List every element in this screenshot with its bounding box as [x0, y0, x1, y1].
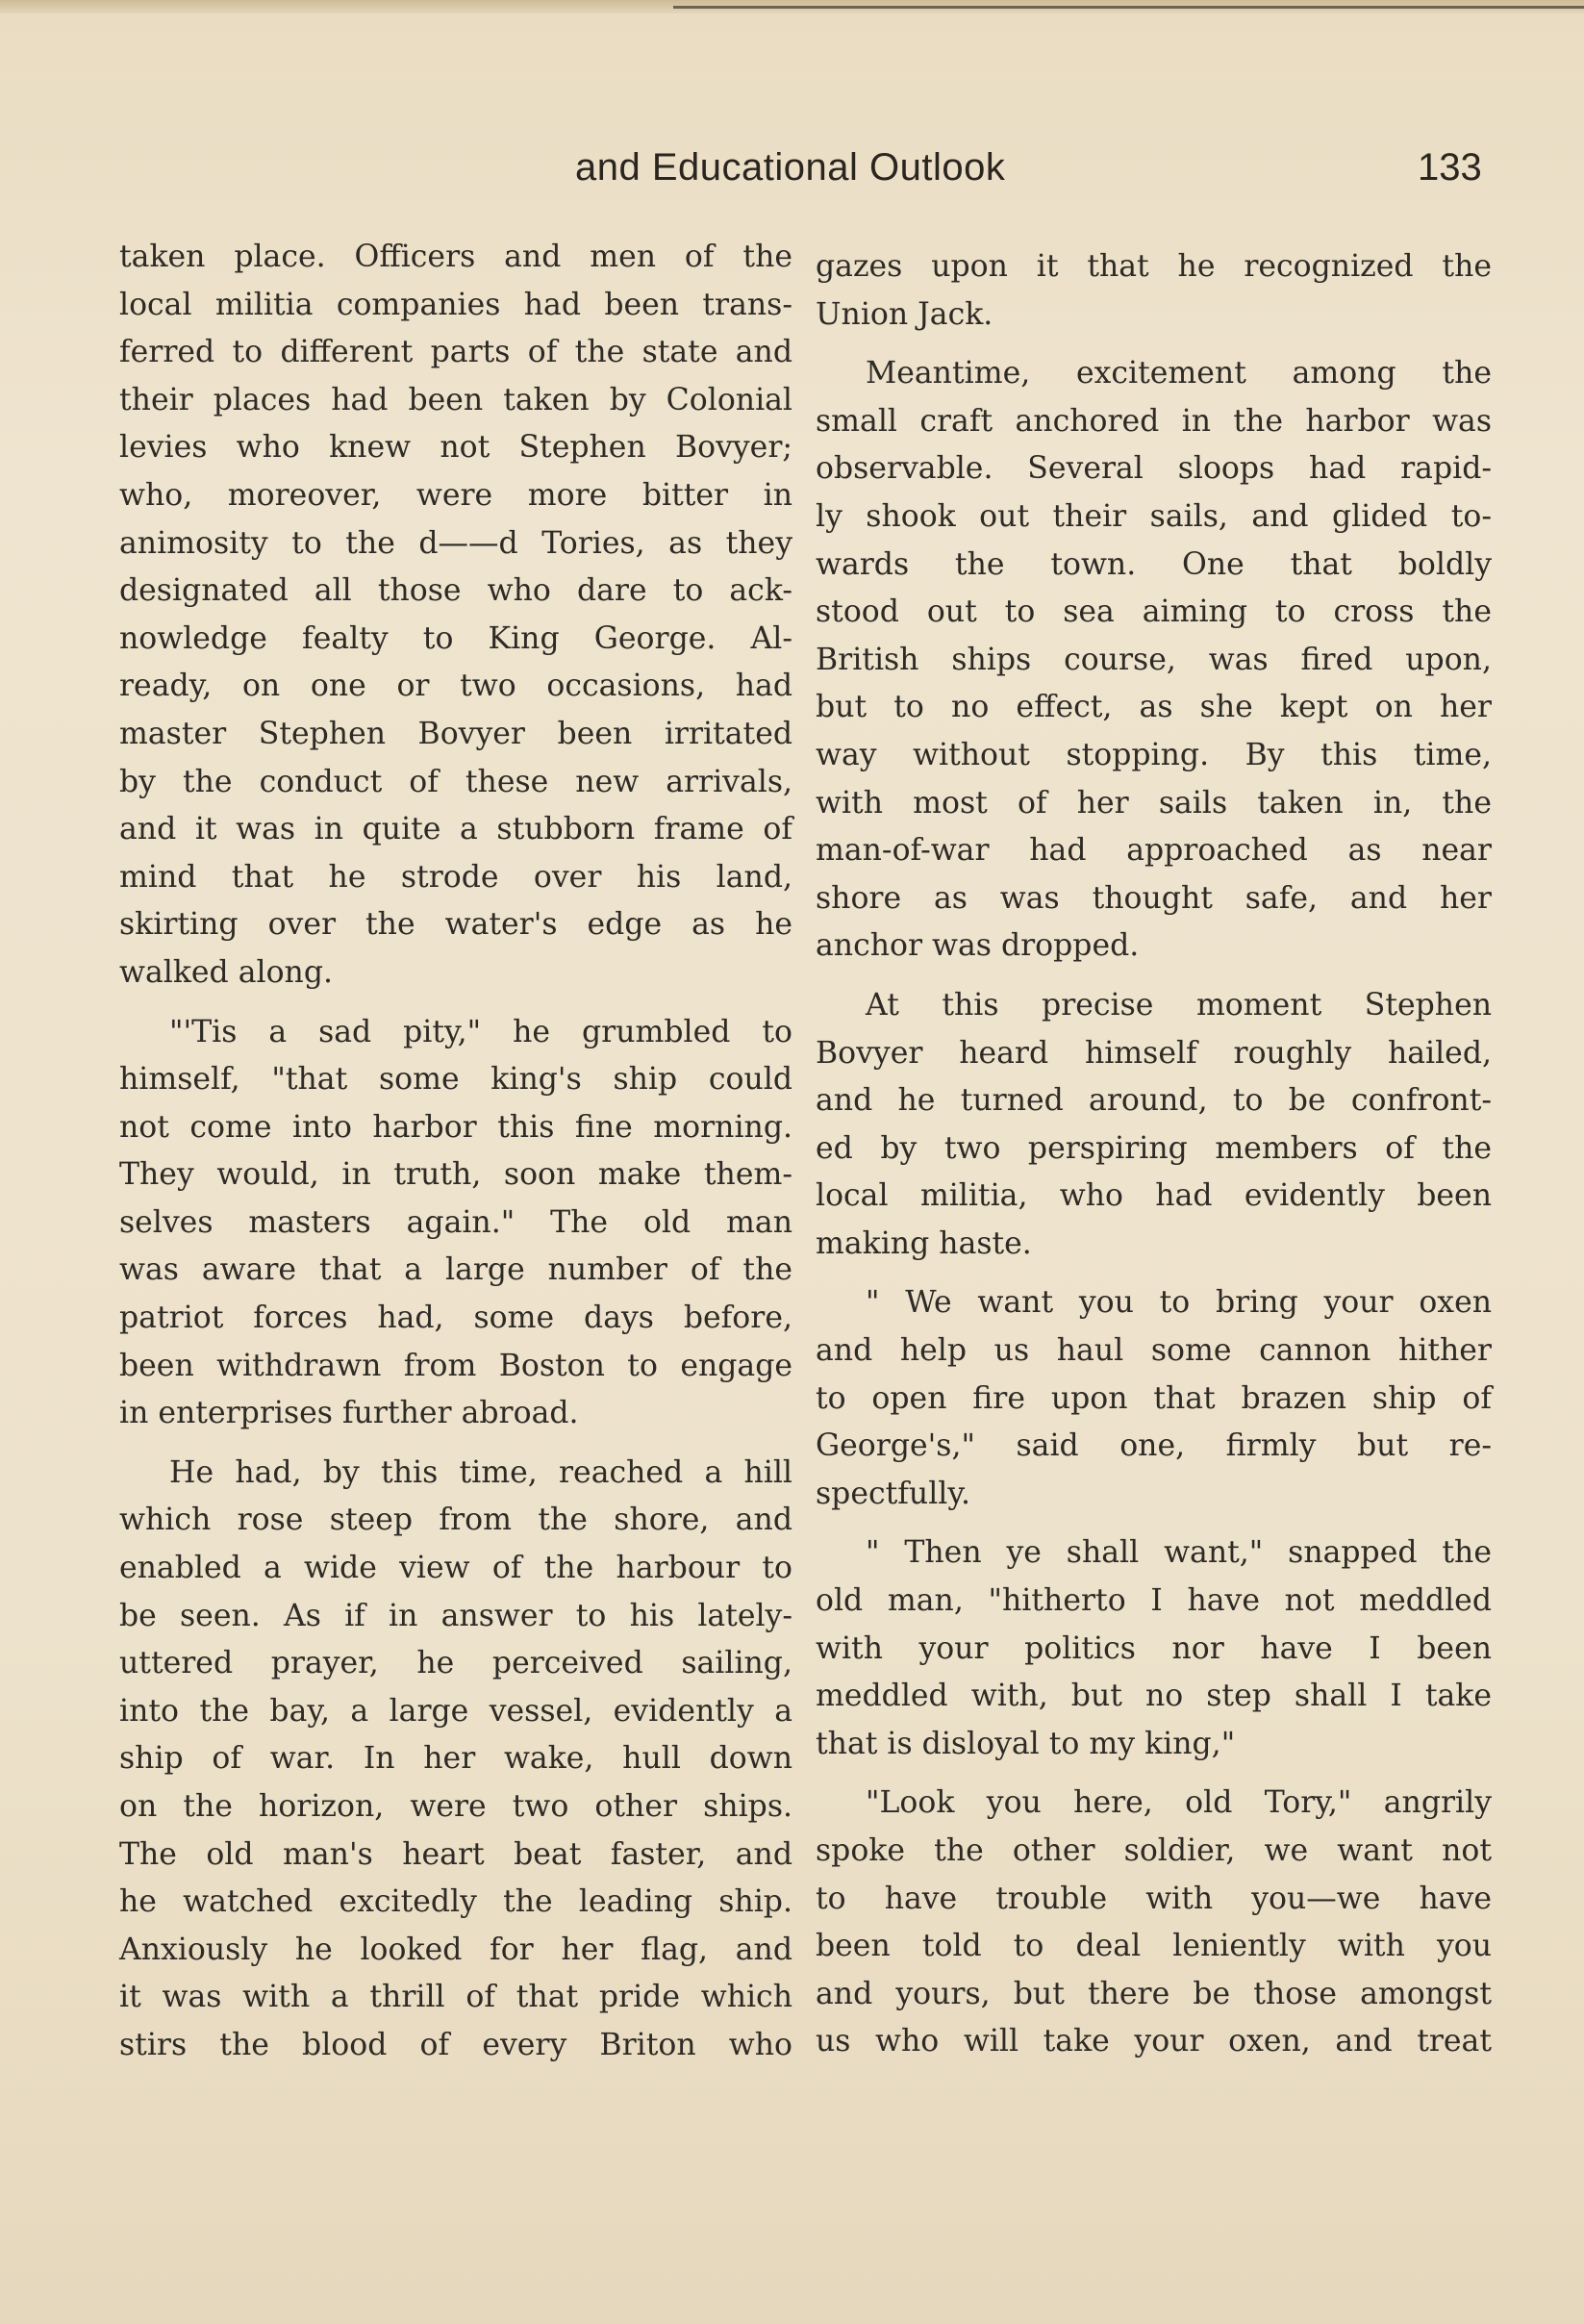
paragraph-line: who, moreover, were more bitter in — [119, 477, 792, 513]
paragraph-line: and yours, but there be those amongst — [816, 1976, 1492, 2011]
paragraph-line: way without stopping. By this time, — [816, 737, 1492, 772]
paragraph-line: " We want you to bring your oxen — [866, 1285, 1492, 1321]
paragraph-line: making haste. — [816, 1225, 1032, 1261]
left-column — [119, 234, 792, 2070]
paragraph-line: into the bay, a large vessel, evidently a — [119, 1693, 792, 1729]
paragraph-line: The old man's heart beat faster, and — [119, 1836, 792, 1872]
paragraph-line: be seen. As if in answer to his lately- — [119, 1598, 792, 1633]
paragraph-line: nowledge fealty to King George. Al- — [119, 620, 792, 656]
paragraph-line: designated all those who dare to ack- — [119, 573, 792, 609]
running-head-title: and Educational Outlook — [575, 146, 1006, 189]
paragraph-line: and he turned around, to be confront- — [816, 1083, 1492, 1119]
paragraph-line: ly shook out their sails, and glided to- — [816, 498, 1492, 534]
paragraph-line: to have trouble with you—we have — [816, 1881, 1492, 1916]
paragraph-line: enabled a wide view of the harbour to — [119, 1551, 792, 1586]
paragraph-line: not come into harbor this fine morning. — [119, 1109, 792, 1145]
paragraph-line: Bovyer heard himself roughly hailed, — [816, 1035, 1492, 1071]
paragraph-line: on the horizon, were two other ships. — [119, 1789, 792, 1824]
paragraph-line: ferred to different parts of the state and — [119, 335, 792, 370]
paragraph-line: their places had been taken by Colonial — [119, 382, 792, 417]
paragraph-line: " Then ye shall want," snapped the — [866, 1535, 1492, 1571]
paragraph-line: with most of her sails taken in, the — [816, 785, 1492, 821]
paragraph-line: spoke the other soldier, we want not — [816, 1833, 1492, 1868]
paragraph-line: meddled with, but no step shall I take — [816, 1679, 1492, 1714]
paragraph-line: in enterprises further abroad. — [119, 1396, 579, 1431]
paragraph-line: by the conduct of these new arrivals, — [119, 764, 792, 799]
paragraph-line: taken place. Officers and men of the — [119, 240, 792, 274]
paragraph-line: "Look you here, old Tory," angrily — [866, 1785, 1492, 1821]
paragraph-line: ready, on one or two occasions, had — [119, 669, 792, 704]
paragraph-line: skirting over the water's edge as he — [119, 907, 792, 943]
paragraph-line: small craft anchored in the harbor was — [816, 403, 1492, 439]
paragraph-line: was aware that a large number of the — [119, 1252, 792, 1288]
paragraph-line: He had, by this time, reached a hill — [169, 1454, 792, 1490]
paragraph-line: been withdrawn from Boston to engage — [119, 1348, 792, 1383]
paragraph-line: it was with a thrill of that pride which — [119, 1980, 792, 2015]
paragraph-line: and it was in quite a stubborn frame of — [119, 812, 792, 847]
paragraph-line: master Stephen Bovyer been irritated — [119, 716, 792, 751]
paragraph-line: with your politics nor have I been — [816, 1630, 1492, 1666]
paragraph-line: Meantime, excitement among the — [866, 356, 1492, 392]
paragraph-line: British ships course, was fired upon, — [816, 642, 1492, 677]
paragraph-line: levies who knew not Stephen Bovyer; — [119, 430, 792, 466]
paragraph-line: which rose steep from the shore, and — [119, 1503, 792, 1538]
page-number: 133 — [1418, 146, 1482, 189]
paragraph-line: At this precise moment Stephen — [866, 987, 1492, 1023]
paragraph-line: and help us haul some cannon hither — [816, 1333, 1492, 1369]
paragraph-line: George's," said one, firmly but re- — [816, 1428, 1492, 1464]
paragraph-line: spectfully. — [816, 1476, 970, 1511]
paragraph-line: to open fire upon that brazen ship of — [816, 1380, 1492, 1416]
top-rule — [673, 6, 1584, 9]
paragraph-line: stirs the blood of every Briton who — [119, 2027, 792, 2062]
paragraph-line: selves masters again." The old man — [119, 1204, 792, 1240]
paragraph-line: stood out to sea aiming to cross the — [816, 594, 1492, 630]
paragraph-line: local militia companies had been trans- — [119, 287, 792, 322]
paragraph-line: Union Jack. — [816, 296, 993, 332]
running-head — [0, 146, 1584, 204]
paragraph-line: us who will take your oxen, and treat — [816, 2024, 1492, 2059]
paragraph-line: mind that he strode over his land, — [119, 859, 792, 895]
paragraph-line: patriot forces had, some days before, — [119, 1301, 792, 1336]
paragraph-line: Anxiously he looked for her flag, and — [119, 1932, 792, 1967]
right-column — [816, 243, 1492, 2066]
paragraph-line: but to no effect, as she kept on her — [816, 690, 1492, 725]
paragraph-line: "'Tis a sad pity," he grumbled to — [169, 1014, 792, 1049]
paragraph-line: observable. Several sloops had rapid- — [816, 451, 1492, 487]
paragraph-line: old man, "hitherto I have not meddled — [816, 1583, 1492, 1619]
paragraph-line: They would, in truth, soon make them- — [119, 1157, 792, 1193]
paragraph-line: shore as was thought safe, and her — [816, 880, 1492, 916]
paragraph-line: he watched excitedly the leading ship. — [119, 1884, 792, 1920]
paragraph-line: animosity to the d——d Tories, as they — [119, 525, 792, 561]
paragraph-line: walked along. — [119, 954, 334, 990]
paragraph-line: local militia, who had evidently been — [816, 1178, 1492, 1214]
paragraph-line: man-of-war had approached as near — [816, 833, 1492, 869]
paragraph-line: ship of war. In her wake, hull down — [119, 1741, 792, 1777]
paragraph-line: gazes upon it that he recognized the — [816, 249, 1492, 284]
paragraph-line: uttered prayer, he perceived sailing, — [119, 1646, 792, 1681]
paragraph-line: anchor was dropped. — [816, 928, 1140, 964]
paragraph-line: himself, "that some king's ship could — [119, 1062, 792, 1098]
paragraph-line: wards the town. One that boldly — [816, 546, 1492, 582]
paragraph-line: been told to deal leniently with you — [816, 1929, 1492, 1964]
paragraph-line: ed by two perspiring members of the — [816, 1130, 1492, 1166]
paragraph-line: that is disloyal to my king," — [816, 1726, 1236, 1761]
